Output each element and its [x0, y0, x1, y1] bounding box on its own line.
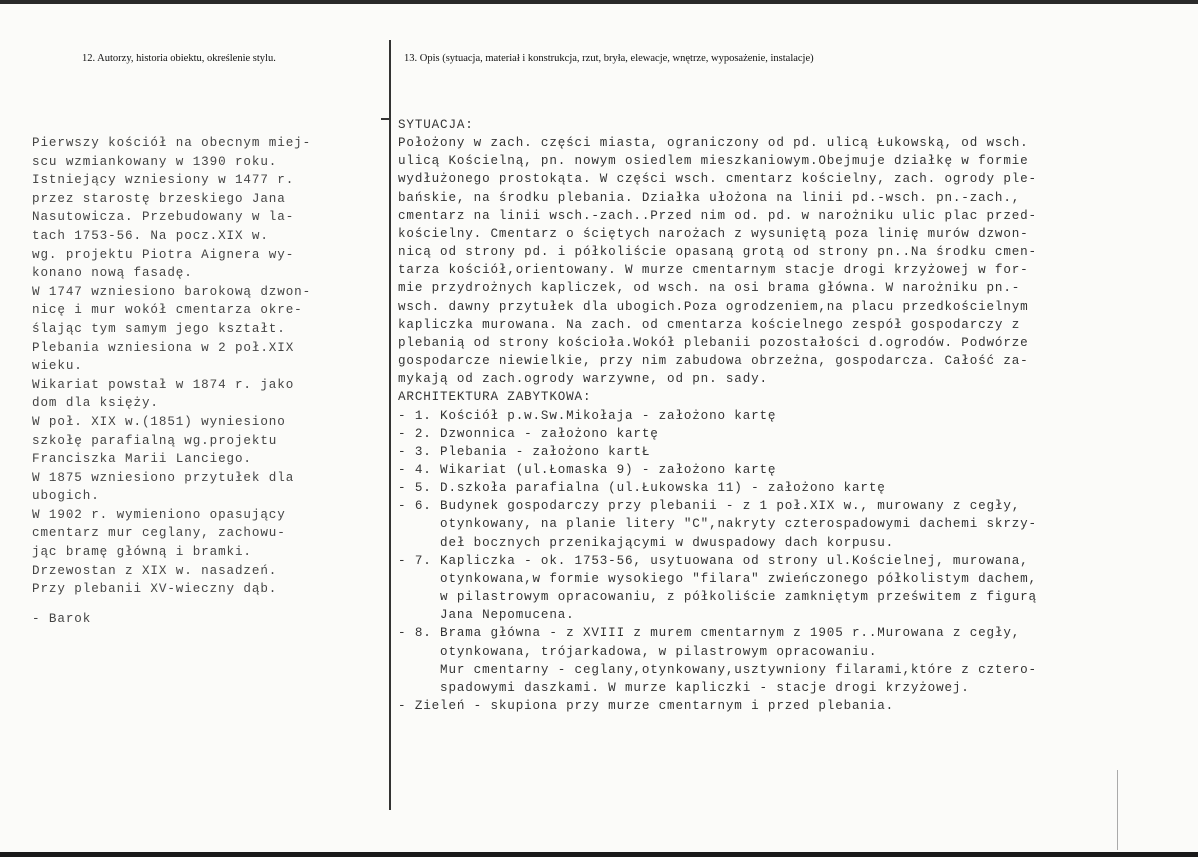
- description-line: otynkowany, na planie litery "C",nakryty czterospadowymi dachemi skrzy-: [398, 517, 1037, 532]
- history-line: Istniejący wzniesiony w 1477 r.: [32, 173, 295, 188]
- history-line: ubogich.: [32, 489, 100, 504]
- history-line: Nasutowicza. Przebudowany w la-: [32, 210, 295, 225]
- description-line: - Zieleń - skupiona przy murze cmentarnym i przed plebania.: [398, 699, 895, 713]
- section-13-header: 13. Opis (sytuacja, materiał i konstrukcja, rzut, bryła, elewacje, wnętrze, wyposażenie, instalacje): [404, 53, 814, 64]
- history-line: Wikariat powstał w 1874 r. jako: [32, 377, 295, 392]
- history-line: Przy plebanii XV-wieczny dąb.: [32, 582, 278, 597]
- divider-tick: [381, 118, 389, 120]
- top-border: [0, 0, 1198, 4]
- description-line: mykają od zach.ogrody warzywne, od pn. sady.: [398, 372, 768, 387]
- page-edge-mark: [1117, 770, 1118, 850]
- description-line: otynkowana, trójarkadowa, w pilastrowym opracowaniu.: [398, 644, 878, 659]
- section-12-header: 12. Autorzy, historia obiektu, określenie stylu.: [82, 53, 276, 64]
- spacer: [32, 599, 311, 610]
- history-line: konano nową fasadę.: [32, 266, 193, 281]
- description-line: mie przydrożnych kapliczek, od wsch. na osi brama główna. W narożniku pn.-: [398, 281, 1021, 296]
- history-line: dom dla księży.: [32, 396, 159, 411]
- style-label: - Barok: [32, 611, 92, 626]
- description-line: - 8. Brama główna - z XVIII z murem cmentarnym z 1905 r..Murowana z cegły,: [398, 626, 1021, 641]
- description-line: deł bocznych przenikającymi w dwuspadowy dach korpusu.: [398, 535, 895, 550]
- description-line: w pilastrowym opracowaniu, z półkoliście zamkniętym prześwitem z figurą: [398, 590, 1037, 605]
- description-line: - 4. Wikariat (ul.Łomaska 9) - założono kartę: [398, 462, 777, 477]
- description-line: - 6. Budynek gospodarczy przy plebanii - z 1 poł.XIX w., murowany z cegły,: [398, 499, 1021, 514]
- history-line: Plebania wzniesiona w 2 poł.XIX: [32, 340, 295, 355]
- history-line: Franciszka Marii Lanciego.: [32, 452, 252, 467]
- history-line: przez starostę brzeskiego Jana: [32, 191, 286, 206]
- history-line: wg. projektu Piotra Aignera wy-: [32, 247, 295, 262]
- description-line: Mur cmentarny - ceglany,otynkowany,usztywniony filarami,które z cztero-: [398, 662, 1037, 677]
- description-line: - 2. Dzwonnica - założono kartę: [398, 426, 659, 441]
- history-line: W 1747 wzniesiono barokową dzwon-: [32, 284, 312, 299]
- description-line: gospodarcze niewielkie, przy nim zabudowa obrzeżna, gospodarcza. Całość za-: [398, 354, 1029, 369]
- description-line: cmentarz na linii wsch.-zach..Przed nim od. pd. w narożniku ulic plac przed-: [398, 208, 1037, 223]
- bottom-border: [0, 852, 1198, 857]
- description-line: kościelny. Cmentarz o ściętych narożach z wysuniętą poza linię murów dzwon-: [398, 226, 1029, 241]
- history-line: Drzewostan z XIX w. nasadzeń.: [32, 563, 278, 578]
- history-line: szkołę parafialną wg.projektu: [32, 433, 278, 448]
- description-line: wsch. dawny przytułek dla ubogich.Poza ogrodzeniem,na placu przedkościelnym: [398, 299, 1029, 314]
- description-line: - 5. D.szkoła parafialna (ul.Łukowska 11) - założono kartę: [398, 481, 886, 496]
- description-line: plebanią od strony kościoła.Wokół plebanii pozostałości d.ogrodów. Podwórze: [398, 335, 1029, 350]
- history-line: W 1875 wzniesiono przytułek dla: [32, 470, 295, 485]
- history-line: cmentarz mur ceglany, zachowu-: [32, 526, 286, 541]
- description-line: spadowymi daszkami. W murze kapliczki - stacje drogi krzyżowej.: [398, 680, 970, 695]
- description-line: Jana Nepomucena.: [398, 608, 575, 623]
- description-line: ARCHITEKTURA ZABYTKOWA:: [398, 390, 592, 405]
- history-line: ślając tym samym jego kształt.: [32, 321, 286, 336]
- description-line: wydłużonego prostokąta. W części wsch. cmentarz kościelny, zach. ogrody ple-: [398, 172, 1037, 187]
- history-line: Pierwszy kościół na obecnym miej-: [32, 136, 312, 150]
- history-text: [32, 134, 311, 628]
- description-line: bańskie, na środku plebania. Działka ułożona na linii pd.-wsch. pn.-zach.,: [398, 190, 1021, 205]
- description-line: nicą od strony pd. i półkoliście opasaną grotą od strony pn..Na środku cmen-: [398, 245, 1037, 260]
- description-line: kapliczka murowana. Na zach. od cmentarza kościelnego zespół gospodarczy z: [398, 317, 1021, 332]
- description-line: ulicą Kościelną, pn. nowym osiedlem mieszkaniowym.Obejmuje działkę w formie: [398, 154, 1029, 169]
- description-line: - 7. Kapliczka - ok. 1753-56, usytuowana od strony ul.Kościelnej, murowana,: [398, 553, 1029, 568]
- history-line: W 1902 r. wymieniono opasujący: [32, 507, 286, 522]
- history-line: wieku.: [32, 359, 83, 374]
- history-line: nicę i mur wokół cmentarza okre-: [32, 303, 303, 318]
- history-line: tach 1753-56. Na pocz.XIX w.: [32, 228, 269, 243]
- description-line: - 1. Kościół p.w.Sw.Mikołaja - założono kartę: [398, 408, 777, 423]
- description-text: [398, 116, 1037, 715]
- description-line: - 3. Plebania - założono kartŁ: [398, 444, 651, 459]
- description-line: Położony w zach. części miasta, ograniczony od pd. ulicą Łukowską, od wsch.: [398, 136, 1029, 151]
- description-line: otynkowana,w formie wysokiego "filara" zwieńczonego półkolistym dachem,: [398, 571, 1037, 586]
- history-line: scu wzmiankowany w 1390 roku.: [32, 154, 278, 169]
- column-divider: [389, 40, 391, 810]
- history-line: jąc bramę główną i bramki.: [32, 545, 252, 560]
- description-line: SYTUACJA:: [398, 118, 474, 132]
- history-line: W poł. XIX w.(1851) wyniesiono: [32, 414, 286, 429]
- description-line: tarza kościół,orientowany. W murze cmentarnym stacje drogi krzyżowej w for-: [398, 263, 1029, 278]
